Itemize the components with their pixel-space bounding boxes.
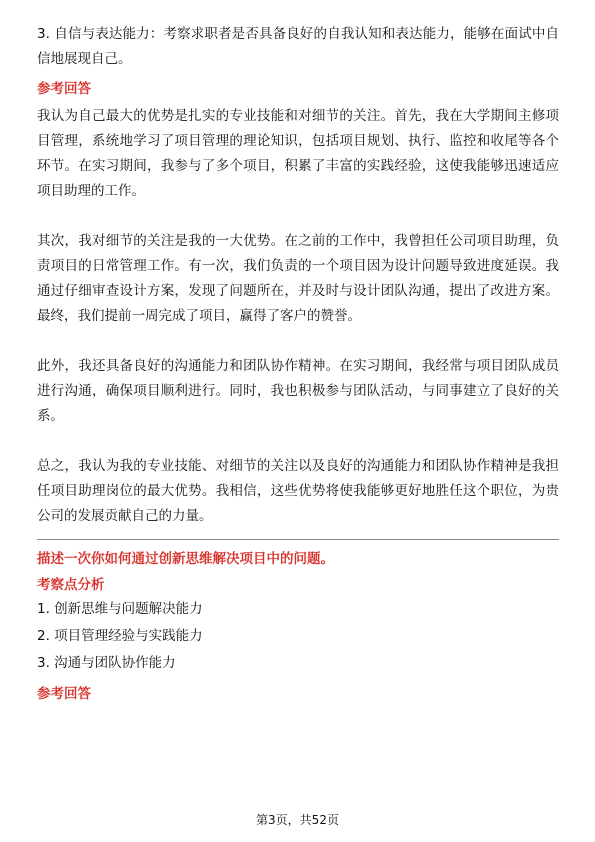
intro-criterion: 3. 自信与表达能力：考察求职者是否具备良好的自我认知和表达能力，能够在面试中自信地展现自己。 [37, 26, 559, 67]
reference-answer-heading: 参考回答 [37, 81, 91, 97]
page-content [37, 22, 559, 705]
answer-paragraph-2: 其次，我对细节的关注是我的一大优势。在之前的工作中，我曾担任公司项目助理，负责项目的日常管理工作。有一次，我们负责的一个项目因为设计问题导致进度延误。我通过仔细审查设计方案，发现了问题所在，并及时与设计团队沟通，提出了改进方案。最终，我们提前一周完成了项目，赢得了客户的赞誉。 [37, 233, 559, 324]
analysis-item-1: 1. 创新思维与问题解决能力 [37, 601, 203, 617]
section-divider [37, 539, 559, 540]
answer-paragraph-4: 总之，我认为我的专业技能、对细节的关注以及良好的沟通能力和团队协作精神是我担任项目助理岗位的最大优势。我相信，这些优势将使我能够更好地胜任这个职位，为贵公司的发展贡献自己的力量。 [37, 458, 559, 524]
reference-answer-heading-2: 参考回答 [37, 686, 91, 702]
analysis-item-3: 3. 沟通与团队协作能力 [37, 655, 176, 671]
analysis-item-2: 2. 项目管理经验与实践能力 [37, 628, 203, 644]
answer-paragraph-3: 此外，我还具备良好的沟通能力和团队协作精神。在实习期间，我经常与项目团队成员进行沟通，确保项目顺利进行。同时，我也积极参与团队活动，与同事建立了良好的关系。 [37, 358, 559, 424]
answer-paragraph-1: 我认为自己最大的优势是扎实的专业技能和对细节的关注。首先，我在大学期间主修项目管理，系统地学习了项目管理的理论知识，包括项目规划、执行、监控和收尾等各个环节。在实习期间，我参与了多个项目，积累了丰富的实践经验，这使我能够迅速适应项目助理的工作。 [37, 108, 559, 199]
page-number-footer: 第3页，共52页 [256, 813, 339, 827]
analysis-heading: 考察点分析 [37, 577, 105, 593]
question-heading: 描述一次你如何通过创新思维解决项目中的问题。 [37, 551, 334, 567]
